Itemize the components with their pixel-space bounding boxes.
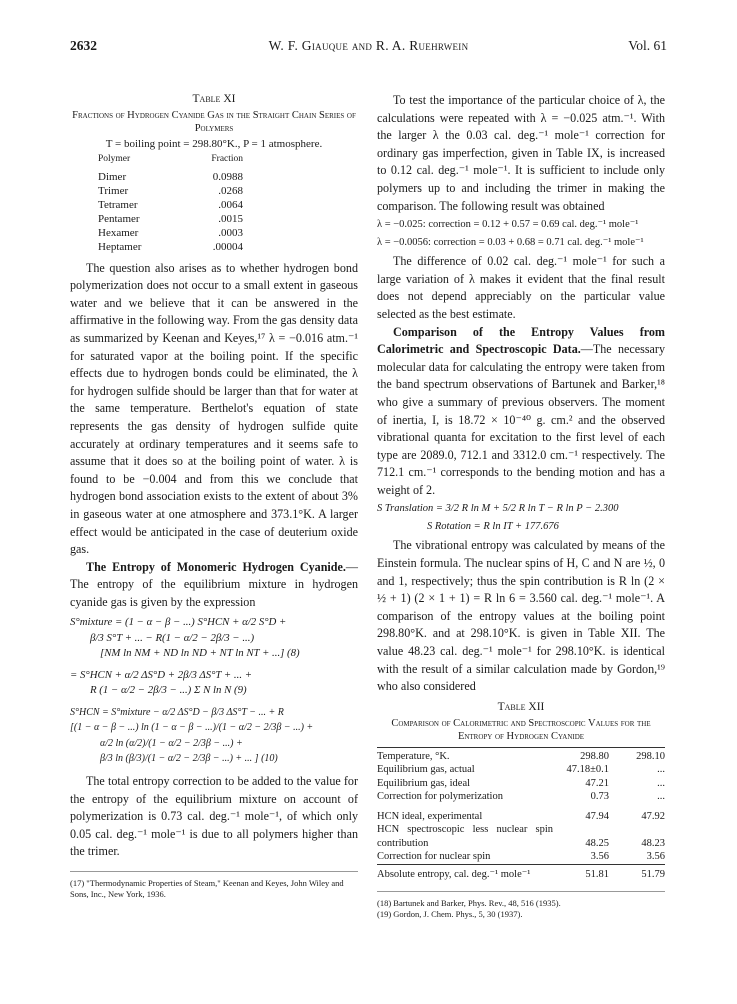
- cell-label: Equilibrium gas, actual: [377, 764, 475, 776]
- cell-value: 51.81: [553, 864, 609, 881]
- result-lambda-025: λ = −0.025: correction = 0.12 + 0.57 = 0.69 cal. deg.⁻¹ mole⁻¹: [377, 219, 639, 231]
- cell-polymer: Pentamer: [98, 212, 140, 225]
- table-xii: [377, 700, 665, 882]
- paragraph-water-polymerization: The question also arises as to whether hydrogen bond polymerization does not occur to a small extent in gaseous water and we believe that it can be answered in the affirmative in the following way. From the gas density data as summarized by Keenan and Keyes,¹⁷ λ = −0.016 atm.⁻¹ for saturated vapor at the boiling point. If the specific effects due to hydrogen bonds could be eliminated, the λ for hydrogen sulfide should be larger than that for water at the same temperature. Berthelot's equation of state represents the gas density of hydrogen sulfide quite accurately at ordinary temperatures and it seems safe to assume that it does so at the boiling point of water. λ is found to be −0.004 and from this we conclude that hydrogen bond association exists to the extent of about 3% in gaseous water at one atmosphere and 373.1°K. A larger effect would be anticipated in the case of deuterium oxide gas.: [70, 260, 358, 557]
- running-header: [70, 38, 667, 56]
- page-number: 2632: [70, 38, 97, 53]
- table-row: [377, 864, 665, 881]
- cell-value: 48.25: [585, 837, 609, 849]
- cell-fraction: .0268: [218, 184, 244, 197]
- paragraph-vibrational: The vibrational entropy was calculated by means of the Einstein formula. The nuclear spins of H, C and N are ½, 0 and 1, respectively; thus the spin contribution is R ln (2 × ½ + 1) (2 × 1 + 1) = R ln 6 = 3.560 cal. deg.⁻¹ mole⁻¹. A comparison of the entropy values at the boiling point 298.80°K. and at 298.10°K. is given in Table XII. The value 48.23 cal. deg.⁻¹ mole⁻¹ for 298.10°K. is identical with the result of a similar calculation made by Gordon,¹⁹ who also considered: [377, 538, 665, 694]
- right-column: [377, 92, 665, 920]
- cell-value: 298.80: [553, 747, 609, 763]
- table-row: [377, 777, 665, 791]
- equation-line: S°HCN = S°mixture − α/2 ΔS°D − β/3 ΔS°T − ... + R: [70, 706, 284, 718]
- table-xi-label: Table XI: [192, 93, 236, 105]
- equation-line: β/3 S°T + ... − R(1 − α/2 − 2β/3 − ...): [90, 631, 255, 644]
- table-row: [377, 804, 665, 824]
- running-authors: W. F. Giauque and R. A. Ruehrwein: [268, 38, 469, 53]
- table-xi-conditions: T = boiling point = 298.80°K., P = 1 atmosphere.: [105, 138, 323, 150]
- equation-line: [NM ln NM + ND ln ND + NT ln NT + ...] (8): [100, 647, 300, 660]
- cell-value: ...: [657, 777, 665, 789]
- table-row: [98, 184, 243, 198]
- cell-value: 47.18±0.1: [566, 764, 609, 776]
- equation-9: [70, 668, 358, 699]
- table-row: [377, 850, 665, 864]
- cell-polymer: Dimer: [98, 170, 127, 183]
- table-row: [98, 170, 243, 184]
- equation-rotation: S Rotation = R ln IT + 177.676: [427, 520, 559, 532]
- cell-fraction: .0064: [218, 198, 244, 211]
- table-row: [377, 790, 665, 804]
- cell-fraction: .0003: [218, 226, 244, 239]
- cell-value: 298.10: [609, 747, 665, 763]
- cell-value: ...: [657, 791, 665, 803]
- cell-polymer: Heptamer: [98, 240, 142, 253]
- table-row: [377, 763, 665, 777]
- equation-8: [70, 615, 358, 662]
- table-xi: [70, 92, 358, 254]
- cell-label: Absolute entropy, cal. deg.⁻¹ mole⁻¹: [377, 864, 553, 881]
- table-row: [377, 747, 665, 763]
- table-xii-grid: [377, 747, 665, 882]
- cell-label: HCN ideal, experimental: [377, 810, 483, 822]
- cell-value: 51.79: [609, 864, 665, 881]
- table-xii-caption: Comparison of Calorimetric and Spectroscopic Values for the Entropy of Hydrogen Cyanide: [391, 717, 651, 742]
- section-entropy-monomeric: [70, 559, 358, 612]
- footnote-17: (17) "Thermodynamic Properties of Steam," Keenan and Keyes, John Wiley and Sons, Inc., New York, 1936.: [70, 871, 358, 900]
- equation-10: [70, 705, 358, 767]
- cell-value: 48.23: [641, 837, 665, 849]
- cell-fraction: .0015: [218, 212, 244, 225]
- section-body: —The necessary molecular data for calculating the entropy were taken from the band spectrum observations of Bartunek and Barker,¹⁸ who give a summary of previous observers. The moment of inertia, I, is 18.72 × 10⁻⁴⁰ g. cm.² and the observed vibrational quanta for excitation to the first level of each type are 2089.0, 712.1 and 3312.0 cm.⁻¹ respectively. The 712.1 cm.⁻¹ corresponds to the bending motion and has a weight of 2.: [377, 342, 665, 497]
- cell-polymer: Tetramer: [98, 198, 138, 211]
- cell-label: HCN spectroscopic less nuclear spin contribution: [377, 824, 553, 849]
- cell-value: 3.56: [646, 851, 665, 863]
- paragraph-total-correction: The total entropy correction to be added to the value for the entropy of the equilibrium mixture on account of polymerization is 0.73 cal. deg.⁻¹ mole⁻¹, of which only 0.05 cal. deg.⁻¹ mole⁻¹ is due to all polymers higher than the trimer.: [70, 773, 358, 859]
- equation-line: β/3 ln (β/3)/(1 − α/2 − 2/3β − ...) + ... ] (10): [100, 753, 278, 765]
- cell-value: 0.73: [590, 791, 609, 803]
- table-xi-grid: [98, 151, 243, 254]
- col-header-fraction: Fraction: [211, 154, 244, 164]
- table-row: [98, 198, 243, 212]
- footnotes-right: [377, 891, 665, 920]
- cell-value: 3.56: [590, 851, 609, 863]
- cell-label: Temperature, °K.: [377, 747, 553, 763]
- equation-line: S°mixture = (1 − α − β − ...) S°HCN + α/2 S°D +: [70, 616, 287, 629]
- cell-label: Correction for nuclear spin: [377, 851, 491, 863]
- cell-polymer: Trimer: [98, 184, 129, 197]
- left-column: [70, 92, 358, 900]
- cell-value: 47.92: [641, 810, 665, 822]
- section-heading: Comparison of the Entropy Values from Calorimetric and Spectroscopic Data.: [377, 324, 665, 357]
- result-lambda-0056: λ = −0.0056: correction = 0.03 + 0.68 = 0.71 cal. deg.⁻¹ mole⁻¹: [377, 236, 644, 248]
- table-row: [98, 212, 243, 226]
- equation-line: R (1 − α/2 − 2β/3 − ...) Σ N ln N (9): [90, 684, 247, 697]
- cell-polymer: Hexamer: [98, 226, 139, 239]
- cell-label: Correction for polymerization: [377, 791, 503, 803]
- section-body: —The entropy of the equilibrium mixture in hydrogen cyanide gas is given by the expression: [70, 559, 358, 609]
- paragraph-difference: The difference of 0.02 cal. deg.⁻¹ mole⁻¹ for such a large variation of λ makes it evident that the final result does not depend appreciably on the particular value selected as the best estimate.: [377, 254, 665, 321]
- equation-translation: S Translation = 3/2 R ln M + 5/2 R ln T − R ln P − 2.300: [377, 503, 619, 515]
- volume-label: Vol. 61: [628, 38, 667, 53]
- cell-fraction: 0.0988: [212, 170, 244, 183]
- paragraph-lambda-test: To test the importance of the particular choice of λ, the calculations were repeated with λ = −0.025 atm.⁻¹. With the larger λ the 0.03 cal. deg.⁻¹ mole⁻¹ correction for ordinary gas imperfection, given in Table IX, is increased to 0.12 cal. deg.⁻¹ mole⁻¹. It is sufficient to include only polymers up to and including the trimer in making the comparison. The following result was obtained: [377, 93, 665, 213]
- cell-value: ...: [657, 764, 665, 776]
- equation-line: α/2 ln (α/2)/(1 − α/2 − 2/3β − ...) +: [100, 737, 243, 749]
- cell-value: 47.94: [585, 810, 609, 822]
- equation-line: = S°HCN + α/2 ΔS°D + 2β/3 ΔS°T + ... +: [70, 668, 252, 681]
- col-header-polymer: Polymer: [98, 154, 131, 164]
- cell-fraction: .00004: [212, 240, 244, 253]
- table-row: [377, 823, 665, 850]
- table-row: [98, 240, 243, 254]
- table-xi-caption: Fractions of Hydrogen Cyanide Gas in the Straight Chain Series of Polymers: [72, 110, 356, 134]
- table-xii-label: Table XII: [497, 700, 545, 713]
- section-heading: The Entropy of Monomeric Hydrogen Cyanide.: [86, 559, 346, 574]
- table-row: [98, 226, 243, 240]
- cell-value: 47.21: [585, 777, 609, 789]
- section-comparison: [377, 324, 665, 500]
- footnote-19: (19) Gordon, J. Chem. Phys., 5, 30 (1937).: [377, 909, 523, 920]
- cell-label: Equilibrium gas, ideal: [377, 777, 471, 789]
- footnote-18: (18) Bartunek and Barker, Phys. Rev., 48, 516 (1935).: [377, 898, 561, 909]
- equation-line: [(1 − α − β − ...) ln (1 − α − β − ...)/(1 − α/2 − 2/3β − ...) +: [70, 722, 314, 734]
